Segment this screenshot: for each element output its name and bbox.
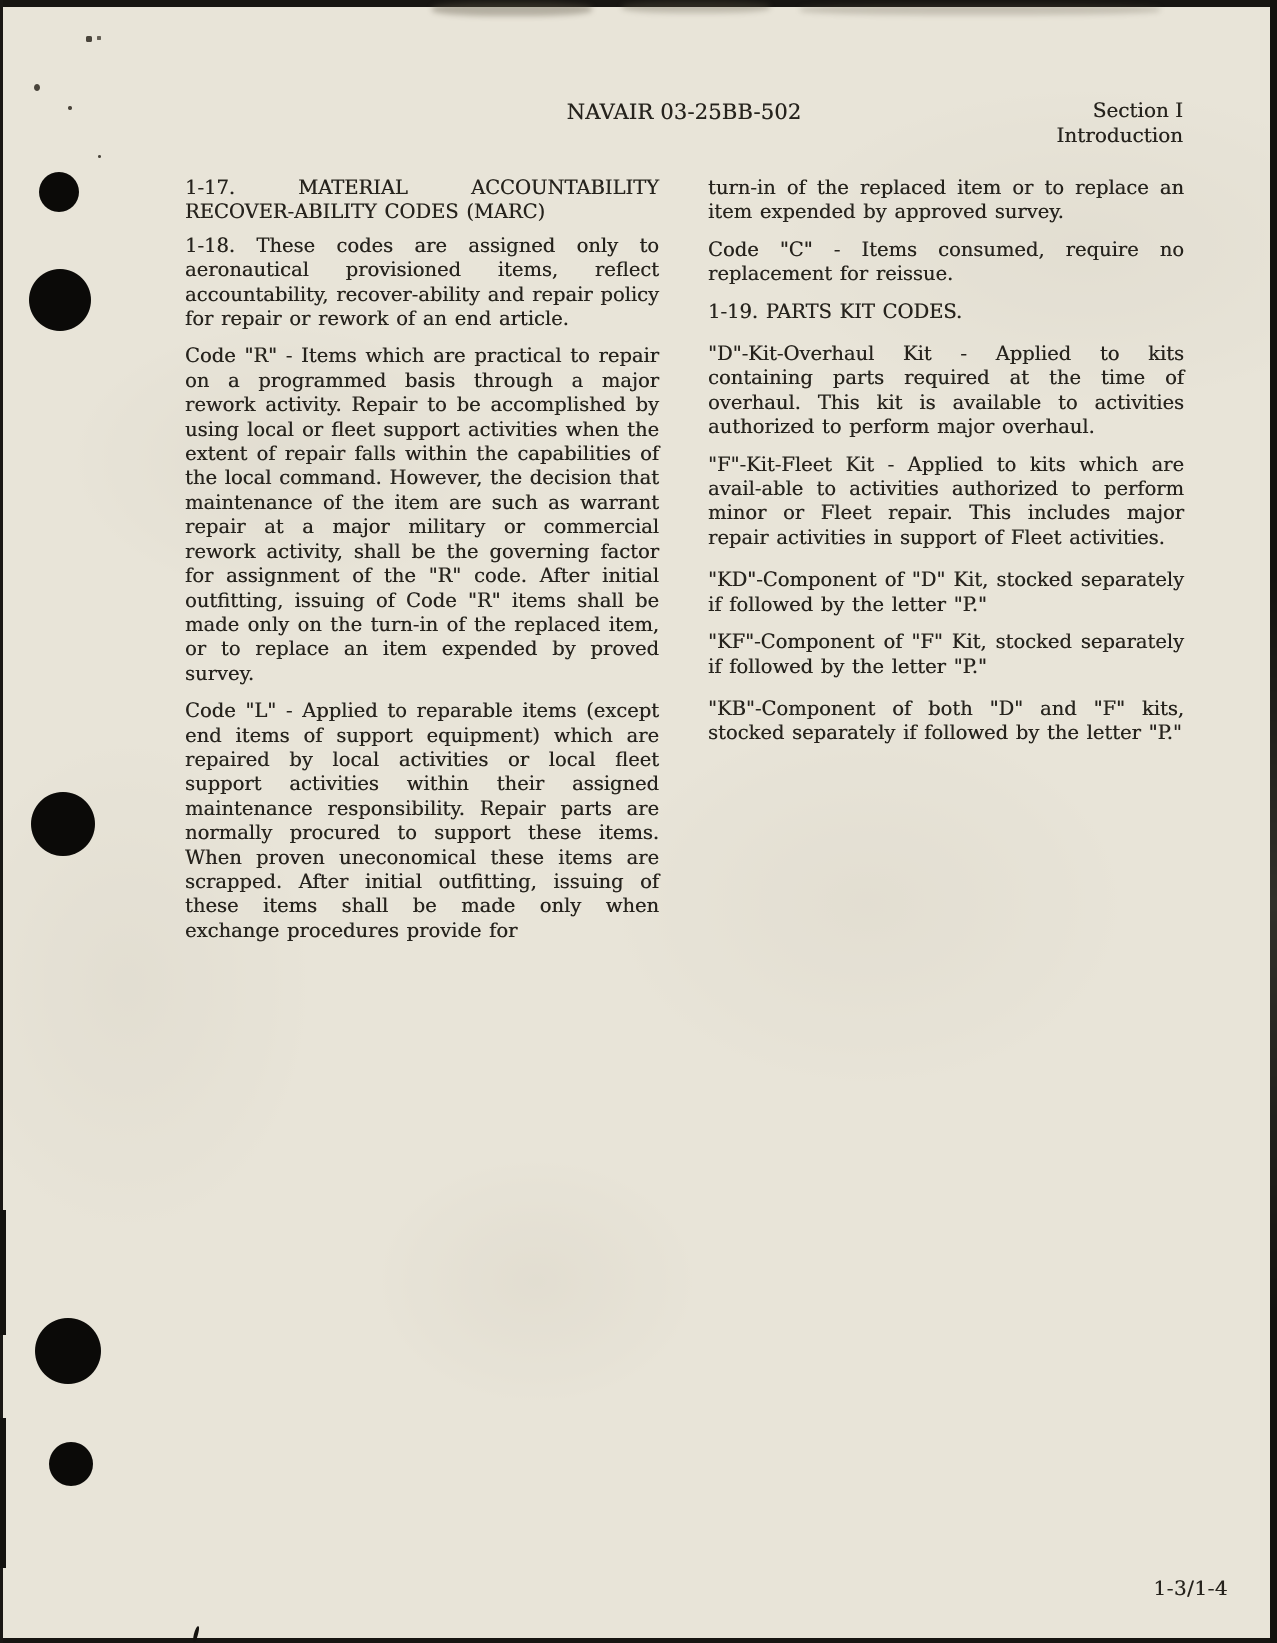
document-number: NAVAIR 03-25BB-502	[566, 100, 802, 124]
scan-edge-right	[1270, 0, 1277, 1643]
scan-edge-left	[0, 0, 3, 1643]
binder-punch-mark	[35, 1318, 101, 1384]
body-paragraph: Code "C" - Items consumed, require no replacement for reissue.	[708, 237, 1184, 286]
ink-speck	[68, 106, 72, 110]
body-paragraph: turn-in of the replaced item or to replace an item expended by approved survey.	[708, 176, 1184, 224]
body-paragraph: Code "R" - Items which are practical to repair on a programmed basis through a major rework activity. Repair to be accomplished by using local or fleet support activities when the extent of repair falls within the capabilities of the local command. However, the decision that maintenance of the item are such as warrant repair at a major military or commercial rework activity, shall be the governing factor for assignment of the "R" code. After initial outfitting, issuing of Code "R" items shall be made only on the turn-in of the replaced item, or to replace an item expended by proved survey.	[185, 344, 659, 685]
binder-punch-mark	[29, 269, 91, 331]
page-header	[185, 98, 1183, 147]
section-subtitle: Introduction	[1056, 123, 1183, 147]
scan-edge-bottom	[0, 1638, 1277, 1643]
page-number: 1-3/1-4	[1153, 1576, 1228, 1600]
scan-ghost-text	[800, 4, 1160, 15]
body-paragraph: "KD"-Component of "D" Kit, stocked separately if followed by the letter "P."	[708, 568, 1184, 616]
section-label	[1056, 98, 1183, 148]
right-column	[708, 176, 1184, 759]
binder-punch-mark	[31, 792, 95, 856]
body-paragraph: 1-18. These codes are assigned only to aeronautical provisioned items, reflect accountability, recover-ability and repair policy for repair or rework of an end article.	[185, 233, 659, 331]
scan-edge-left-segment	[0, 1210, 6, 1335]
scan-ghost-text	[432, 2, 592, 16]
ink-speck	[98, 155, 101, 158]
body-paragraph: "KF"-Component of "F" Kit, stocked separately if followed by the letter "P."	[708, 630, 1184, 678]
scan-ghost-text	[622, 1, 770, 13]
section-heading: 1-17. MATERIAL ACCOUNTABILITY RECOVER-ABILITY CODES (MARC)	[185, 176, 659, 224]
section-title: Section I	[1092, 98, 1183, 122]
ink-speck	[86, 36, 92, 42]
body-paragraph: Code "L" - Applied to reparable items (except end items of support equipment) which are repaired by local activities or local fleet support activities within their assigned maintenance responsibility. Repair parts are normally procured to support these items. When proven uneconomical these items are scrapped. After initial outfitting, issuing of these items shall be made only when exchange procedures provide for	[185, 699, 659, 942]
body-paragraph: "F"-Kit-Fleet Kit - Applied to kits which are avail-able to activities authorized to perform minor or Fleet repair. This includes major repair activities in support of Fleet activities.	[708, 452, 1184, 549]
section-heading: 1-19. PARTS KIT CODES.	[708, 299, 963, 323]
binder-punch-mark	[39, 172, 79, 212]
left-column	[185, 176, 659, 956]
ink-speck	[34, 84, 40, 91]
body-paragraph: "D"-Kit-Overhaul Kit - Applied to kits containing parts required at the time of overhaul. This kit is available to activities authorized to perform major overhaul.	[708, 342, 1184, 439]
body-paragraph: "KB"-Component of both "D" and "F" kits, stocked separately if followed by the letter "P."	[708, 696, 1184, 745]
scan-edge-left-segment	[0, 1418, 6, 1568]
binder-punch-mark	[49, 1442, 93, 1486]
